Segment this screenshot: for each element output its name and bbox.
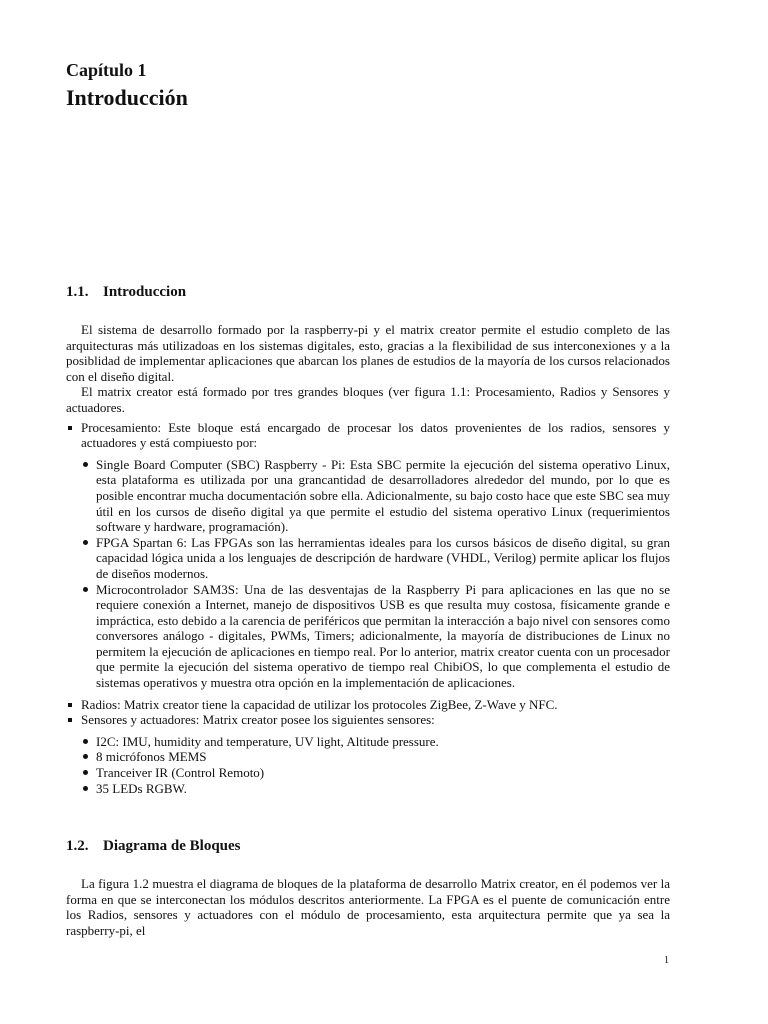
section-1-2-body: [66, 876, 670, 938]
paragraph: La figura 1.2 muestra el diagrama de bloques de la plataforma de desarrollo Matrix creator, en él podemos ver la forma en que se interconectan los módulos descritos anteriormente. La FPGA es el puente de comunicación entre los Radios, sensores y actuadores con el módulo de procesamiento, esta arquitectura permite que ya sea la raspberry-pi, el: [66, 876, 670, 938]
bullet-list: [66, 420, 670, 797]
sub-bullet-list: [81, 457, 670, 691]
section-heading-1-2: [66, 838, 241, 855]
section-title: Diagrama de Bloques: [103, 838, 241, 854]
page-number: 1: [664, 955, 669, 966]
list-item: Sensores y actuadores: Matrix creator posee los siguientes sensores: I2C: IMU, humidity and temperature, UV light, Altitude pressure. 8 micrófonos MEMS Tranceiver IR (Control Remoto) 35 LEDs RGBW.: [66, 712, 670, 796]
section-1-1-body: [66, 322, 670, 802]
chapter-label: Capítulo 1: [66, 60, 147, 80]
chapter-title: Introducción: [66, 85, 188, 110]
list-item: 35 LEDs RGBW.: [81, 781, 670, 797]
list-item: Radios: Matrix creator tiene la capacidad de utilizar los protocoles ZigBee, Z-Wave y NFC.: [66, 697, 670, 713]
section-heading-1-1: [66, 284, 186, 301]
list-item: Tranceiver IR (Control Remoto): [81, 765, 670, 781]
section-number: 1.2.: [66, 838, 89, 854]
list-item: Single Board Computer (SBC) Raspberry - Pi: Esta SBC permite la ejecución del sistema operativo Linux, esta plataforma es utilizada por una grancantidad de desarrolladores alrededor del mundo, por lo que es posible encontrar mucha documentación sobre ella. Adicionalmente, su bajo costo hace que este SBC sea muy útil en los cursos de diseño digital ya que permite el estudio del sistema operativo Linux (requerimientos software y hardware, programación).: [81, 457, 670, 535]
list-item: I2C: IMU, humidity and temperature, UV light, Altitude pressure.: [81, 734, 670, 750]
list-item: 8 micrófonos MEMS: [81, 749, 670, 765]
section-title: Introduccion: [103, 284, 187, 300]
paragraph: El matrix creator está formado por tres grandes bloques (ver figura 1.1: Procesamiento, Radios y Sensores y actuadores.: [66, 384, 670, 415]
list-item: Procesamiento: Este bloque está encargado de procesar los datos provenientes de los radios, sensores y actuadores y está compiuesto por: Single Board Computer (SBC) Raspberry - Pi: Esta SBC permite la ejecución del sistema operativo Linux, esta plataforma es utilizada por una grancantidad de desarrolladores alrededor del mundo, por lo que es posible encontrar mucha documentación sobre ella. Adicionalmente, su bajo costo hace que este SBC sea muy útil en los cursos de diseño digital ya que permite el estudio del sistema operativo Linux (requerimientos software y hardware, programación). FPGA Spartan 6: Las FPGAs son las herramientas ideales para los cursos básicos de diseño digital, su gran capacidad lógica unida a los lenguajes de descripción de hardware (VHDL, Verilog) permite aplicar los flujos de diseños modernos. Microcontrolador SAM3S: Una de las desventajas de la Raspberry Pi para aplicaciones en las que no se requiere conexión a Internet, manejo de dispositivos USB es que resulta muy costosa, físicamente grande e impráctica, esto debido a la carencia de periféricos que permitan la interacción a bajo nivel con sensores como conversores análogo - digitales, PWMs, Timers; adicionalmente, la mayoría de distribuciones de Linux no permitem la ejecución de aplicaciones en tiempo real. Por lo anterior, matrix creator cuenta con un procesador que permite la ejecución del sistema operativo de tiempo real ChibiOS, lo que complementa el estudio de sistemas operativos y muestra otra opción en la implementación de aplicaciones.: [66, 420, 670, 691]
sub-bullet-list: [81, 734, 670, 796]
list-item: Microcontrolador SAM3S: Una de las desventajas de la Raspberry Pi para aplicaciones en las que no se requiere conexión a Internet, manejo de dispositivos USB es que resulta muy costosa, físicamente grande e impráctica, esto debido a la carencia de periféricos que permitan la interacción a bajo nivel con sensores como conversores análogo - digitales, PWMs, Timers; adicionalmente, la mayoría de distribuciones de Linux no permitem la ejecución de aplicaciones en tiempo real. Por lo anterior, matrix creator cuenta con un procesador que permite la ejecución del sistema operativo de tiempo real ChibiOS, lo que complementa el estudio de sistemas operativos y muestra otra opción en la implementación de aplicaciones.: [81, 582, 670, 691]
section-number: 1.1.: [66, 284, 89, 300]
paragraph: El sistema de desarrollo formado por la raspberry-pi y el matrix creator permite el estudio completo de las arquitecturas más utilizadoas en los sistemas digitales, esto, gracias a la flexibilidad de sus interconexiones y a la posiblidad de implementar aplicaciones que abarcan los planes de estudios de la mayoría de los cursos relacionados con el diseño digital.: [66, 322, 670, 384]
list-item: FPGA Spartan 6: Las FPGAs son las herramientas ideales para los cursos básicos de diseño digital, su gran capacidad lógica unida a los lenguajes de descripción de hardware (VHDL, Verilog) permite aplicar los flujos de diseños modernos.: [81, 535, 670, 582]
